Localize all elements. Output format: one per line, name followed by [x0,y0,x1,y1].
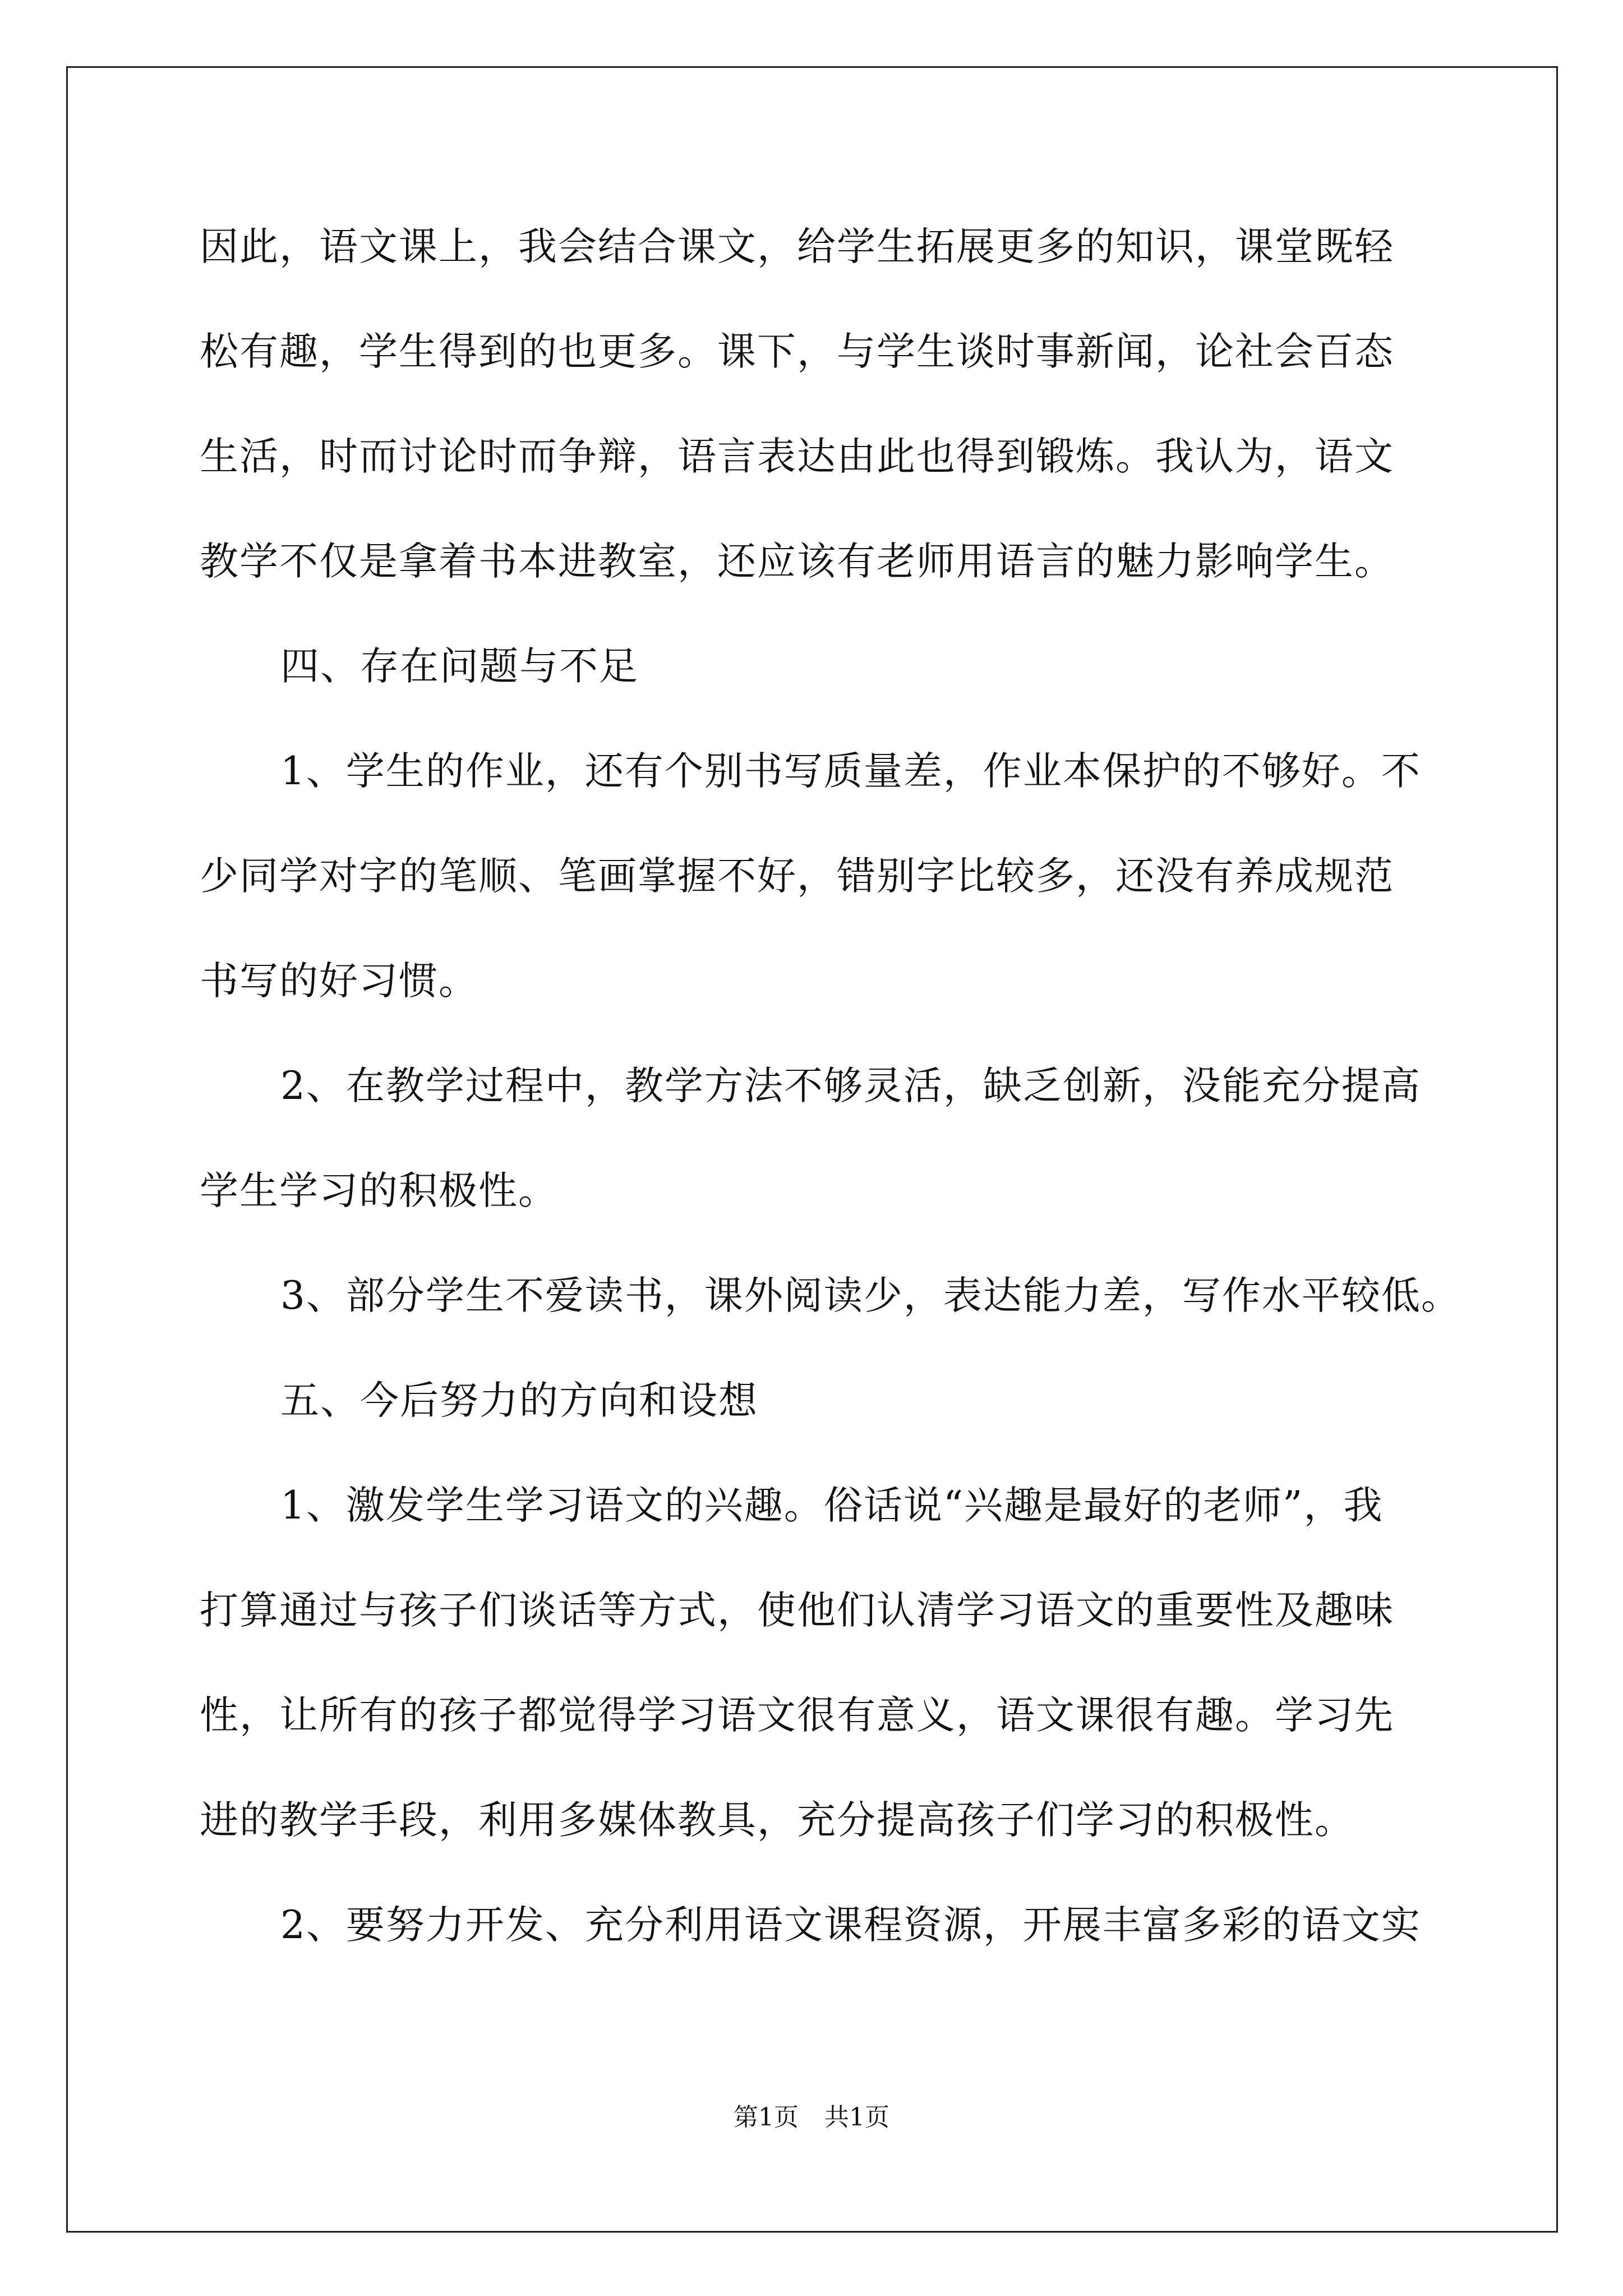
body-text-line: 教学不仅是拿着书本进教室，还应该有老师用语言的魅力影响学生。 [200,539,1394,584]
body-text-line: 生活，时而讨论时而争辩，语言表达由此也得到锻炼。我认为，语文 [200,434,1394,479]
body-text-line: 2、在教学过程中，教学方法不够灵活，缺乏创新，没能充分提高 [280,1064,1421,1108]
body-text-line: 1、学生的作业，还有个别书写质量差，作业本保护的不够好。不 [280,749,1421,794]
body-text-line: 因此，语文课上，我会结合课文，给学生拓展更多的知识，课堂既轻 [200,224,1394,269]
section-heading: 五、今后努力的方向和设想 [280,1378,758,1423]
body-text-line: 少同学对字的笔顺、笔画掌握不好，错别字比较多，还没有养成规范 [200,854,1394,899]
page-number-total: 共1页 [824,2103,889,2132]
body-text-line: 1、激发学生学习语文的兴趣。俗话说“兴趣是最好的老师”，我 [280,1483,1384,1528]
section-heading: 四、存在问题与不足 [280,644,639,689]
body-text-line: 松有趣，学生得到的也更多。课下，与学生谈时事新闻，论社会百态 [200,329,1394,374]
body-text-line: 书写的好习惯。 [200,959,478,1004]
body-text-line: 进的教学手段，利用多媒体教具，充分提高孩子们学习的积极性。 [200,1798,1354,1843]
page-number-current: 第1页 [734,2103,799,2132]
page-footer [0,2101,1623,2134]
body-text-line: 2、要努力开发、充分利用语文课程资源，开展丰富多彩的语文实 [280,1903,1421,1948]
body-text-line: 性，让所有的孩子都觉得学习语文很有意义，语文课很有趣。学习先 [200,1693,1394,1738]
body-text-line: 学生学习的积极性。 [200,1168,558,1213]
body-text-line: 3、部分学生不爱读书，课外阅读少，表达能力差，写作水平较低。 [280,1273,1461,1318]
body-text-line: 打算通过与孩子们谈话等方式，使他们认清学习语文的重要性及趣味 [200,1588,1394,1633]
